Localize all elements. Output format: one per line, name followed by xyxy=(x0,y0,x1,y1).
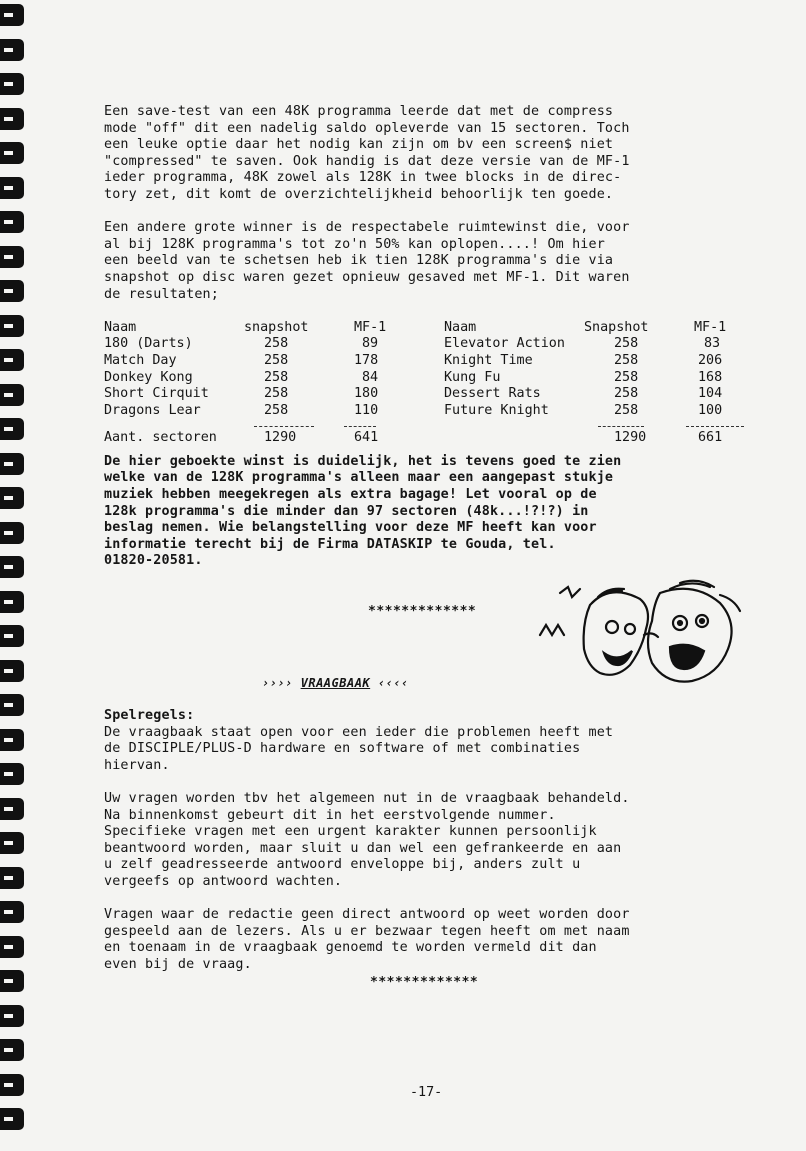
text-line: "compressed" te saven. Ook handig is dat deze versie van de MF-1 xyxy=(104,153,630,169)
text-line: 128k programma's die minder dan 97 sectoren (48k...!?!?) in xyxy=(104,503,589,519)
binding-loop xyxy=(0,487,24,509)
binding-loop xyxy=(0,970,24,992)
table-cell-snapshot: 258 xyxy=(264,386,289,402)
binding-loop xyxy=(0,108,24,130)
table-cell-name: 180 (Darts) xyxy=(104,336,193,352)
binding-loop xyxy=(0,246,24,268)
cartoon-faces-illustration xyxy=(520,575,750,695)
table-cell-name: Donkey Kong xyxy=(104,369,193,385)
table-cell-snapshot: 258 xyxy=(614,386,639,402)
text-line: snapshot op disc waren gezet opnieuw gesaved met MF-1. Dit waren xyxy=(104,269,630,285)
redactie-paragraph xyxy=(104,907,754,973)
binding-loop xyxy=(0,453,24,475)
text-line: een leuke optie daar het nodig kan zijn om bv een screen$ niet xyxy=(104,137,614,153)
table-cell-mf1: 180 xyxy=(354,386,379,402)
left-header-snapshot: snapshot xyxy=(244,319,309,335)
text-line: Vragen waar de redactie geen direct antwoord op weet worden door xyxy=(104,907,630,923)
table-cell-mf1: 168 xyxy=(698,369,723,385)
table-cell-name: Short Cirquit xyxy=(104,386,209,402)
table-cell-name: Dessert Rats xyxy=(444,386,541,402)
binding-loop xyxy=(0,211,24,233)
table-cell-name: Kung Fu xyxy=(444,369,501,385)
page-body xyxy=(104,104,754,586)
binding-loop xyxy=(0,798,24,820)
binding-loop xyxy=(0,1074,24,1096)
table-cell-snapshot: 258 xyxy=(614,352,639,368)
text-line: een beeld van te schetsen heb ik tien 128K programma's die via xyxy=(104,253,614,269)
binding-loop xyxy=(0,1039,24,1061)
table-cell-name: Dragons Lear xyxy=(104,402,201,418)
right-total-mf1: 661 xyxy=(698,429,723,445)
right-header-snapshot: Snapshot xyxy=(584,319,649,335)
table-divider xyxy=(686,426,744,427)
table-cell-mf1: 178 xyxy=(354,352,379,368)
binding-loop xyxy=(0,4,24,26)
binding-loop xyxy=(0,832,24,854)
table-cell-snapshot: 258 xyxy=(264,369,289,385)
table-cell-mf1: 89 xyxy=(362,336,379,352)
binding-loop xyxy=(0,591,24,613)
binding-loop xyxy=(0,901,24,923)
table-cell-name: Elevator Action xyxy=(444,336,565,352)
text-line: tory zet, dit komt de overzichtelijkheid behoorlijk ten goede. xyxy=(104,186,614,202)
text-line: even bij de vraag. xyxy=(104,956,252,972)
text-line: vergeefs op antwoord wachten. xyxy=(104,873,343,889)
binding-loop xyxy=(0,763,24,785)
table-cell-mf1: 83 xyxy=(704,336,721,352)
binding-loop xyxy=(0,349,24,371)
left-total-snapshot: 1290 xyxy=(264,429,297,445)
text-line: Specifieke vragen met een urgent karakter kunnen persoonlijk xyxy=(104,824,597,840)
text-line: en toenaam in de vraagbaak genoemd te worden vermeld dit dan xyxy=(104,940,597,956)
binding-loop xyxy=(0,1108,24,1130)
text-line: 01820-20581. xyxy=(104,553,203,569)
text-line: u zelf geadresseerde antwoord enveloppe bij, anders zult u xyxy=(104,857,581,873)
total-label: Aant. sectoren xyxy=(104,429,217,445)
table-divider xyxy=(598,426,644,427)
binding-loop xyxy=(0,522,24,544)
text-line: hiervan. xyxy=(104,757,170,773)
text-line: de DISCIPLE/PLUS-D hardware en software of met combinaties xyxy=(104,741,581,757)
table-divider xyxy=(344,426,376,427)
table-cell-snapshot: 258 xyxy=(264,352,289,368)
binding-loop xyxy=(0,39,24,61)
binding-loop xyxy=(0,867,24,889)
left-total-mf1: 641 xyxy=(354,429,379,445)
right-wave-decoration: ‹‹‹‹ xyxy=(370,676,409,690)
table-cell-mf1: 84 xyxy=(362,369,379,385)
text-line: Een save-test van een 48K programma leerde dat met de compress xyxy=(104,104,614,119)
binding-loop xyxy=(0,729,24,751)
text-line: al bij 128K programma's tot zo'n 50% kan oplopen....! Om hier xyxy=(104,236,605,252)
binding-loop xyxy=(0,625,24,647)
vraagbaak-heading xyxy=(262,676,409,690)
table-cell-mf1: 206 xyxy=(698,352,723,368)
text-line: informatie terecht bij de Firma DATASKIP te Gouda, tel. xyxy=(104,536,556,552)
table-cell-name: Knight Time xyxy=(444,352,533,368)
spelregels-title: Spelregels: xyxy=(104,708,195,723)
binding-loop xyxy=(0,177,24,199)
table-cell-mf1: 104 xyxy=(698,386,723,402)
binding-loop xyxy=(0,280,24,302)
table-divider xyxy=(254,426,314,427)
separator-stars: ************* xyxy=(370,975,479,990)
text-line: Een andere grote winner is de respectabele ruimtewinst die, voor xyxy=(104,220,630,236)
table-cell-snapshot: 258 xyxy=(264,402,289,418)
right-header-mf1: MF-1 xyxy=(694,319,727,335)
binding-loop xyxy=(0,315,24,337)
table-cell-name: Future Knight xyxy=(444,402,549,418)
separator-stars: ************* xyxy=(368,604,477,619)
binding-loop xyxy=(0,384,24,406)
text-line: Uw vragen worden tbv het algemeen nut in de vraagbaak behandeld. xyxy=(104,790,630,806)
binding-loop xyxy=(0,694,24,716)
text-line: beslag nemen. Wie belangstelling voor deze MF heeft kan voor xyxy=(104,520,597,536)
vraagbaak-title: VRAAGBAAK xyxy=(300,676,371,690)
winner-paragraph xyxy=(104,220,754,303)
right-total-snapshot: 1290 xyxy=(614,429,647,445)
table-cell-snapshot: 258 xyxy=(264,336,289,352)
text-line: mode "off" dit een nadelig saldo opleverde van 15 sectoren. Toch xyxy=(104,120,630,136)
spelregels-paragraph xyxy=(104,725,754,775)
text-line: muziek hebben meegekregen als extra bagage! Let vooral op de xyxy=(104,486,597,502)
table-cell-mf1: 110 xyxy=(354,402,379,418)
binding-loop xyxy=(0,73,24,95)
text-line: Na binnenkomst gebeurt dit in het eerstvolgende nummer. xyxy=(104,807,556,823)
conclusion-paragraph xyxy=(104,454,754,570)
text-line: de resultaten; xyxy=(104,286,219,302)
binding-loop xyxy=(0,936,24,958)
left-header-name: Naam xyxy=(104,319,137,335)
text-line: beantwoord worden, maar sluit u dan wel een gefrankeerde en aan xyxy=(104,840,622,856)
left-wave-decoration: ›››› xyxy=(262,676,301,690)
left-header-mf1: MF-1 xyxy=(354,319,387,335)
vraagbaak-body xyxy=(104,708,754,990)
page-number: -17- xyxy=(410,1085,443,1100)
vragen-paragraph xyxy=(104,791,754,891)
table-cell-name: Match Day xyxy=(104,352,177,368)
table-cell-snapshot: 258 xyxy=(614,369,639,385)
binding-loop xyxy=(0,556,24,578)
text-line: welke van de 128K programma's alleen maar een aangepast stukje xyxy=(104,470,614,486)
text-line: De vraagbaak staat open voor een ieder die problemen heeft met xyxy=(104,724,614,740)
binding-loop xyxy=(0,1005,24,1027)
table-cell-snapshot: 258 xyxy=(614,336,639,352)
text-line: ieder programma, 48K zowel als 128K in twee blocks in de direc- xyxy=(104,170,622,186)
results-table xyxy=(104,320,754,445)
text-line: De hier geboekte winst is duidelijk, het is tevens goed te zien xyxy=(104,453,622,469)
text-line: gespeeld aan de lezers. Als u er bezwaar tegen heeft om met naam xyxy=(104,923,630,939)
intro-paragraph xyxy=(104,104,754,204)
right-header-name: Naam xyxy=(444,319,477,335)
table-cell-snapshot: 258 xyxy=(614,402,639,418)
binding-loop xyxy=(0,660,24,682)
binding-loop xyxy=(0,418,24,440)
table-cell-mf1: 100 xyxy=(698,402,723,418)
spiral-binding xyxy=(0,0,30,1151)
binding-loop xyxy=(0,142,24,164)
